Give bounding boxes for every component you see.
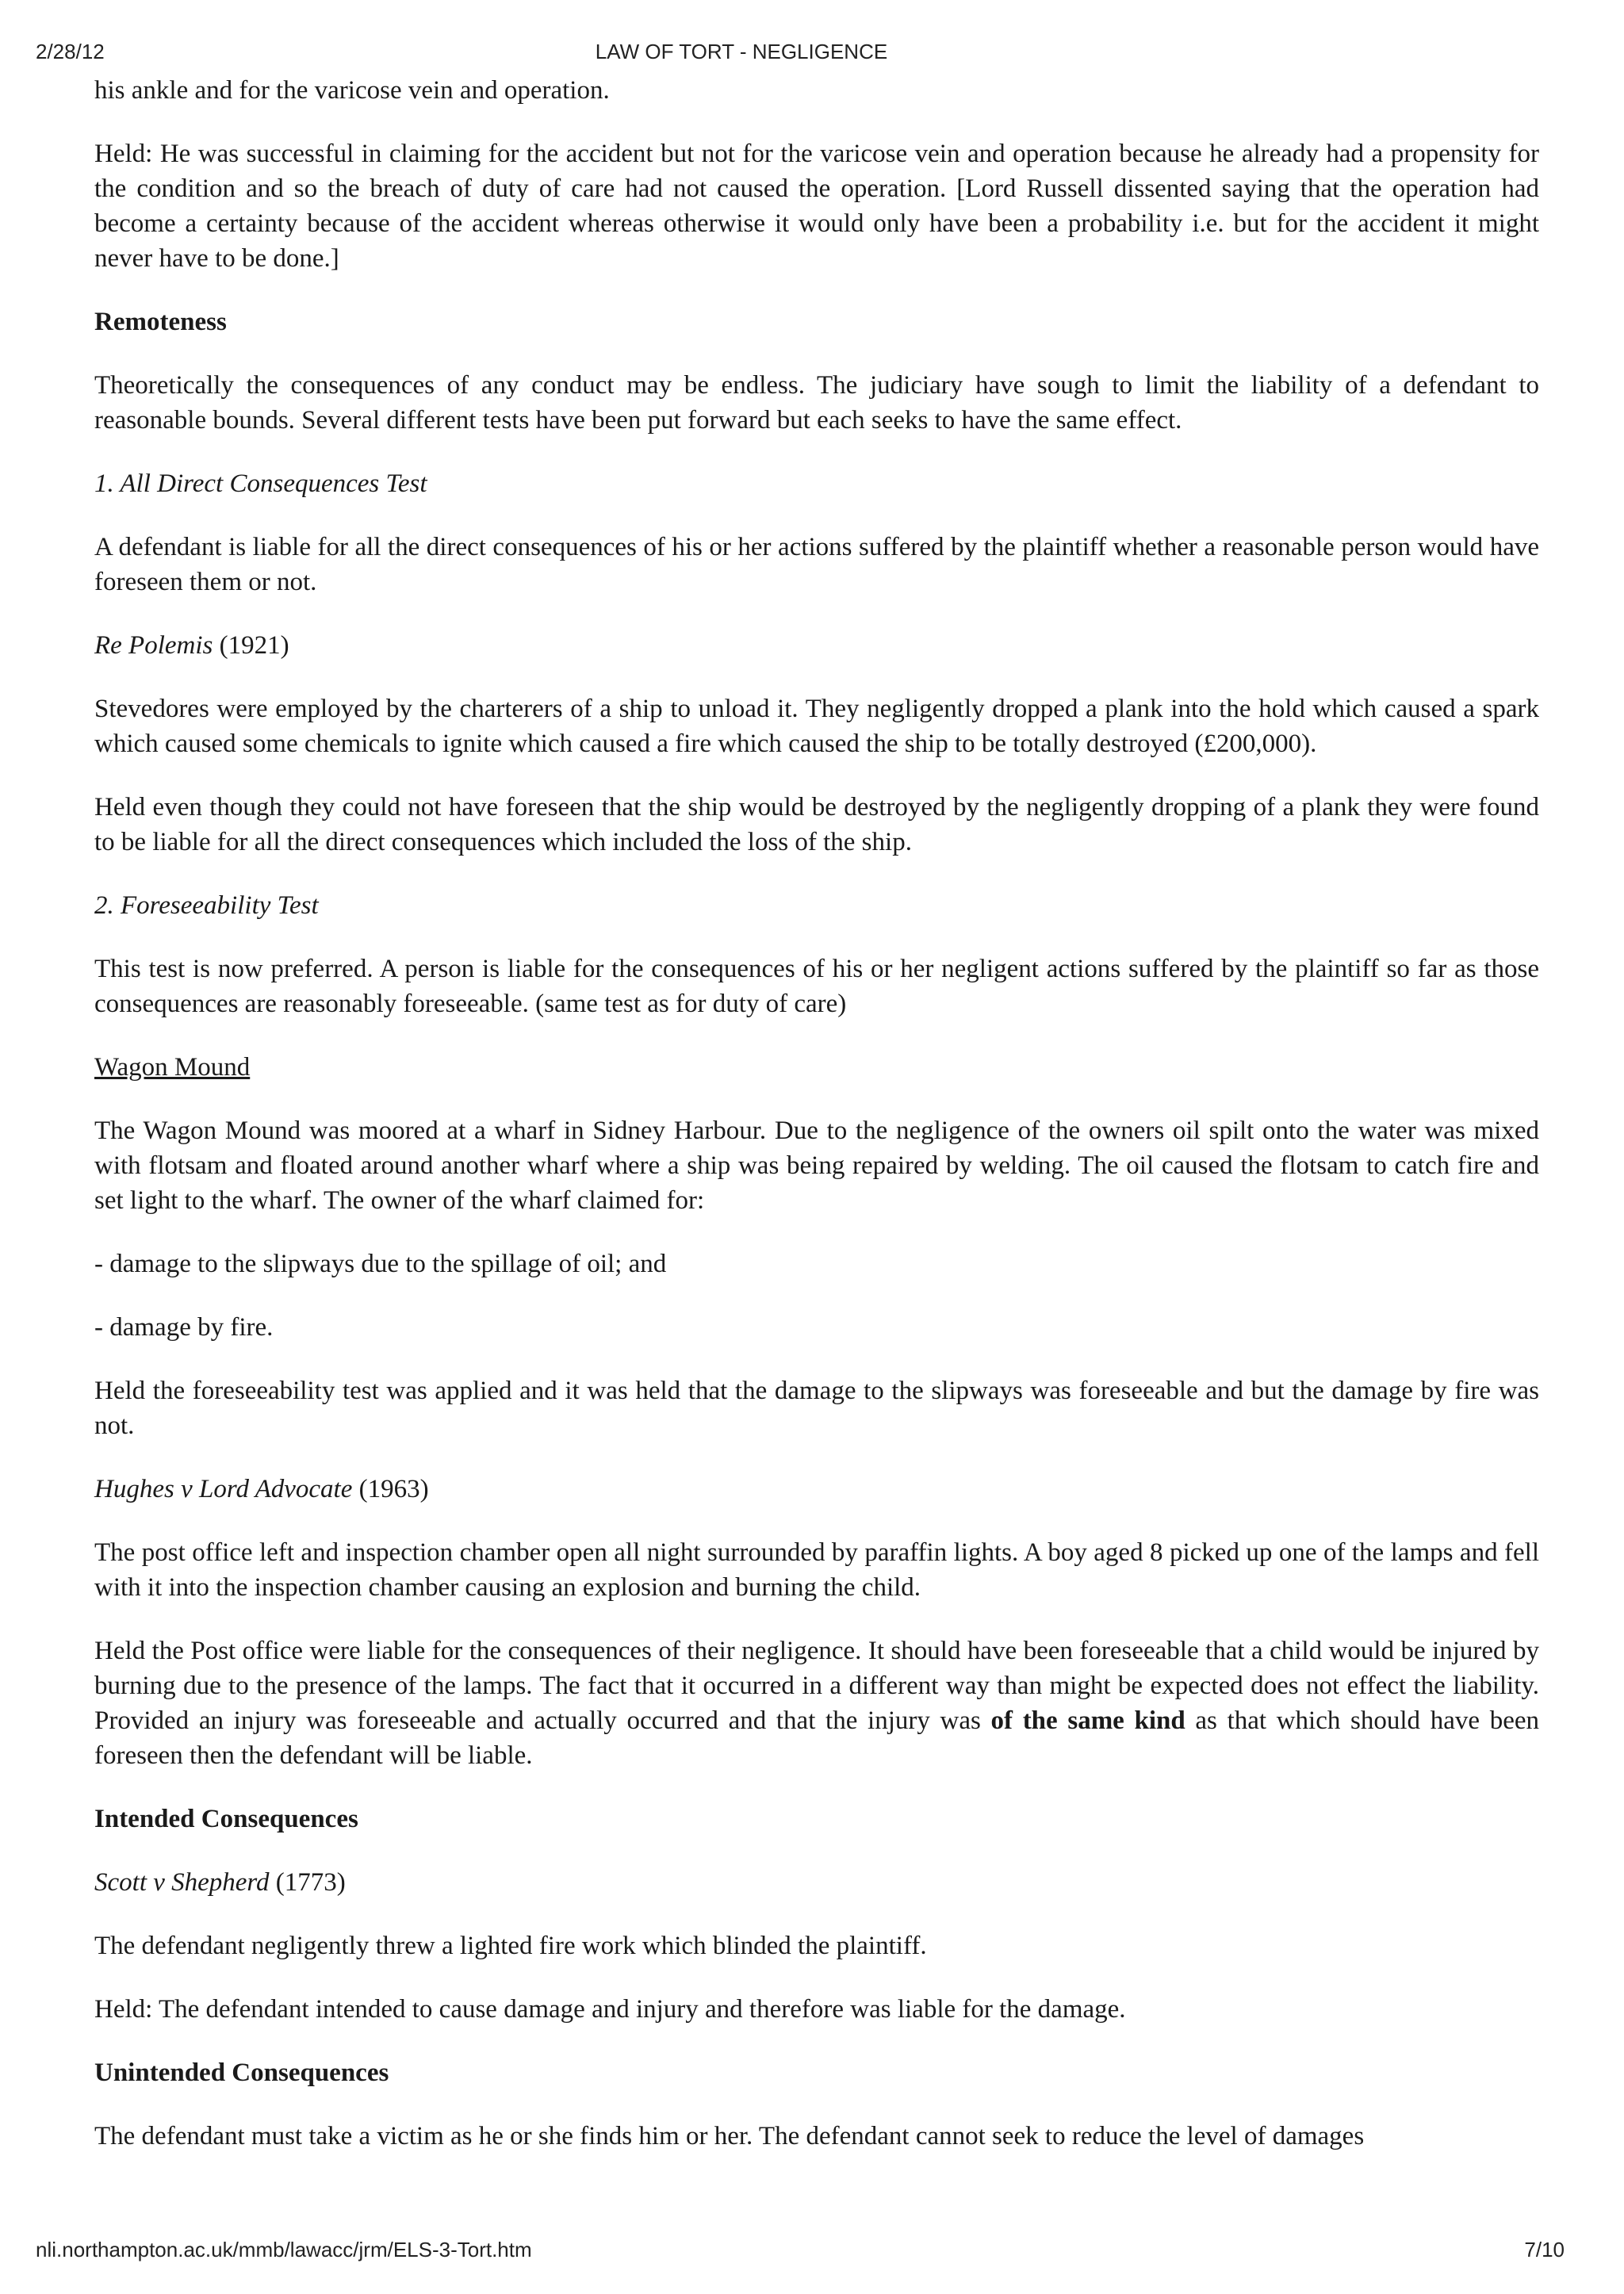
heading-unintended-consequences: Unintended Consequences [94, 2058, 389, 2087]
paragraph-held-varicose: Held: He was successful in claiming for the accident but not for the varicose vein and operation because he already had a propensity for the condition and so the breach of duty of care had not caused the operation. [Lord Russell dissented saying that the operation had become a certainty because of the accident whereas otherwise it would only have been a probability i.e. but for the accident it might never have to be done.] [94, 140, 1539, 273]
case-citation-scott [94, 1865, 1539, 1900]
header-title: LAW OF TORT - NEGLIGENCE [595, 40, 888, 63]
case-citation-hughes [94, 1472, 1539, 1507]
heading-intended-consequences: Intended Consequences [94, 1805, 358, 1833]
paragraph-polemis-facts: Stevedores were employed by the charterers of a ship to unload it. They negligently dropped a plank into the hold which caused a spark which caused some chemicals to ignite which caused a fire which caused the ship to be totally destroyed (£200,000). [94, 695, 1539, 758]
heading-direct-consequences-test: 1. All Direct Consequences Test [94, 469, 427, 498]
paragraph-scott-facts: The defendant negligently threw a lighted fire work which blinded the plaintiff. [94, 1932, 927, 1960]
footer-url: nli.northampton.ac.uk/mmb/lawacc/jrm/ELS-3-Tort.htm [36, 2238, 532, 2261]
paragraph-direct-consequences: A defendant is liable for all the direct consequences of his or her actions suffered by the plaintiff whether a reasonable person would have foreseen them or not. [94, 533, 1539, 596]
case-name-hughes: Hughes v Lord Advocate [94, 1475, 353, 1503]
hughes-held-emphasis: of the same kind [990, 1706, 1185, 1735]
hughes-held-text-b: as that which should have been foreseen then the defendant will be liable. [94, 1706, 1539, 1770]
case-year-scott: (1773) [269, 1868, 346, 1897]
paragraph-hughes-facts: The post office left and inspection chamber open all night surrounded by paraffin lights. A boy aged 8 picked up one of the lamps and fell with it into the inspection chamber causing an explosion and burning the child. [94, 1538, 1539, 1602]
case-year-hughes: (1963) [352, 1475, 429, 1503]
paragraph-wagon-held: Held the foreseeability test was applied and it was held that the damage to the slipways was foreseeable and but the damage by fire was not. [94, 1377, 1539, 1440]
case-citation-polemis [94, 628, 1539, 663]
paragraph-wagon-facts: The Wagon Mound was moored at a wharf in Sidney Harbour. Due to the negligence of the owners oil spilt onto the water was mixed with flotsam and floated around another wharf where a ship was being repaired by welding. The oil caused the flotsam to catch fire and set light to the wharf. The owner of the wharf claimed for: [94, 1116, 1539, 1215]
paragraph-scott-held: Held: The defendant intended to cause damage and injury and therefore was liable for the damage. [94, 1995, 1126, 2024]
heading-remoteness: Remoteness [94, 308, 227, 336]
case-name-wagon-mound: Wagon Mound [94, 1053, 251, 1082]
hughes-held-text-a: Held the Post office were liable for the consequences of their negligence. It should have been foreseeable that a child would be injured by burning due to the presence of the lamps. The fact that it occurred in a different way than might be expected does not effect the liability. Provided an injury was foreseeable and actually occurred and that the injury was [94, 1637, 1539, 1735]
heading-foreseeability-test: 2. Foreseeability Test [94, 891, 319, 920]
footer-page-number: 7/10 [1524, 2238, 1565, 2261]
document-body [94, 73, 1539, 2154]
case-name-polemis: Re Polemis [94, 631, 213, 660]
list-item-claim-fire: - damage by fire. [94, 1313, 274, 1342]
list-item-claim-slipways: - damage to the slipways due to the spillage of oil; and [94, 1250, 667, 1278]
paragraph-continuation: his ankle and for the varicose vein and operation. [94, 76, 610, 105]
case-name-scott: Scott v Shepherd [94, 1868, 270, 1897]
paragraph-unintended: The defendant must take a victim as he or she finds him or her. The defendant cannot seek to reduce the level of damages [94, 2122, 1365, 2150]
paragraph-foreseeability: This test is now preferred. A person is liable for the consequences of his or her negligent actions suffered by the plaintiff so far as those consequences are reasonably foreseeable. (same test as for duty of care) [94, 955, 1539, 1018]
paragraph-hughes-held [94, 1633, 1539, 1773]
paragraph-remoteness: Theoretically the consequences of any conduct may be endless. The judiciary have sough to limit the liability of a defendant to reasonable bounds. Several different tests have been put forward but each seeks to have the same effect. [94, 371, 1539, 435]
paragraph-polemis-held: Held even though they could not have foreseen that the ship would be destroyed by the negligently dropping of a plank they were found to be liable for all the direct consequences which included the loss of the ship. [94, 793, 1539, 856]
header-date: 2/28/12 [36, 40, 105, 63]
case-year-polemis: (1921) [213, 631, 289, 660]
